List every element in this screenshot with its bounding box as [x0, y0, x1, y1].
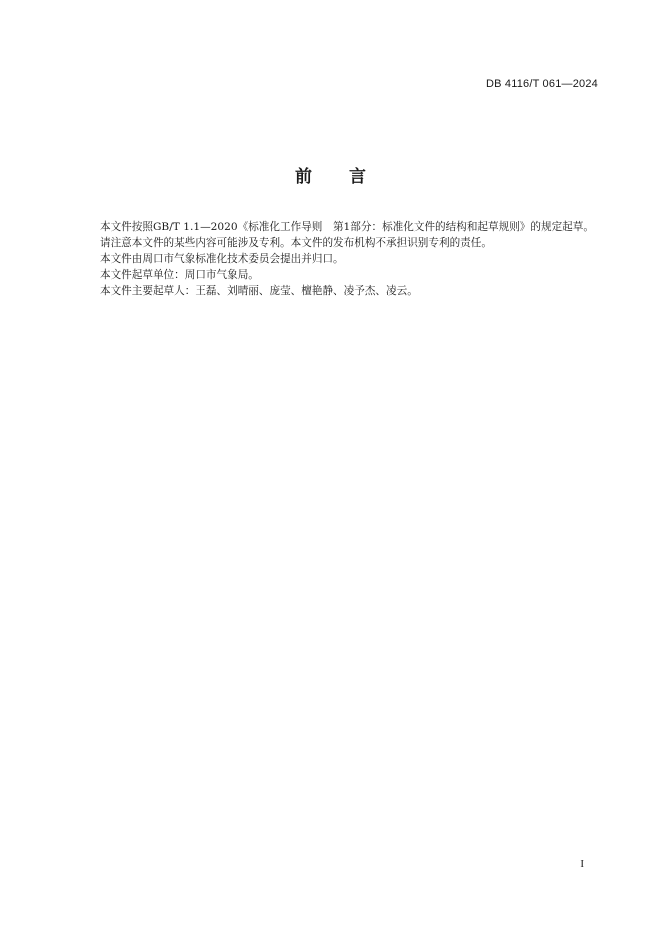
title-char-2: 言 [349, 167, 367, 187]
paragraph-drafting-basis: 本文件按照GB/T 1.1—2020《标准化工作导则 第1部分：标准化文件的结构和起草规则》的规定起草。 [100, 221, 594, 233]
paragraph-proposer: 本文件由周口市气象标准化技术委员会提出并归口。 [100, 253, 344, 265]
paragraph-patent-notice: 请注意本文件的某些内容可能涉及专利。本文件的发布机构不承担识别专利的责任。 [100, 237, 492, 249]
foreword-body [79, 219, 601, 299]
title-char-1: 前 [295, 167, 313, 187]
page-title [0, 162, 662, 187]
page-number: I [580, 858, 584, 870]
document-code: DB 4116/T 061—2024 [485, 78, 598, 90]
paragraph-drafters: 本文件主要起草人：王磊、刘晴丽、庞莹、檀艳静、凌予杰、凌云。 [100, 285, 418, 297]
paragraph-drafting-unit: 本文件起草单位：周口市气象局。 [100, 269, 259, 281]
